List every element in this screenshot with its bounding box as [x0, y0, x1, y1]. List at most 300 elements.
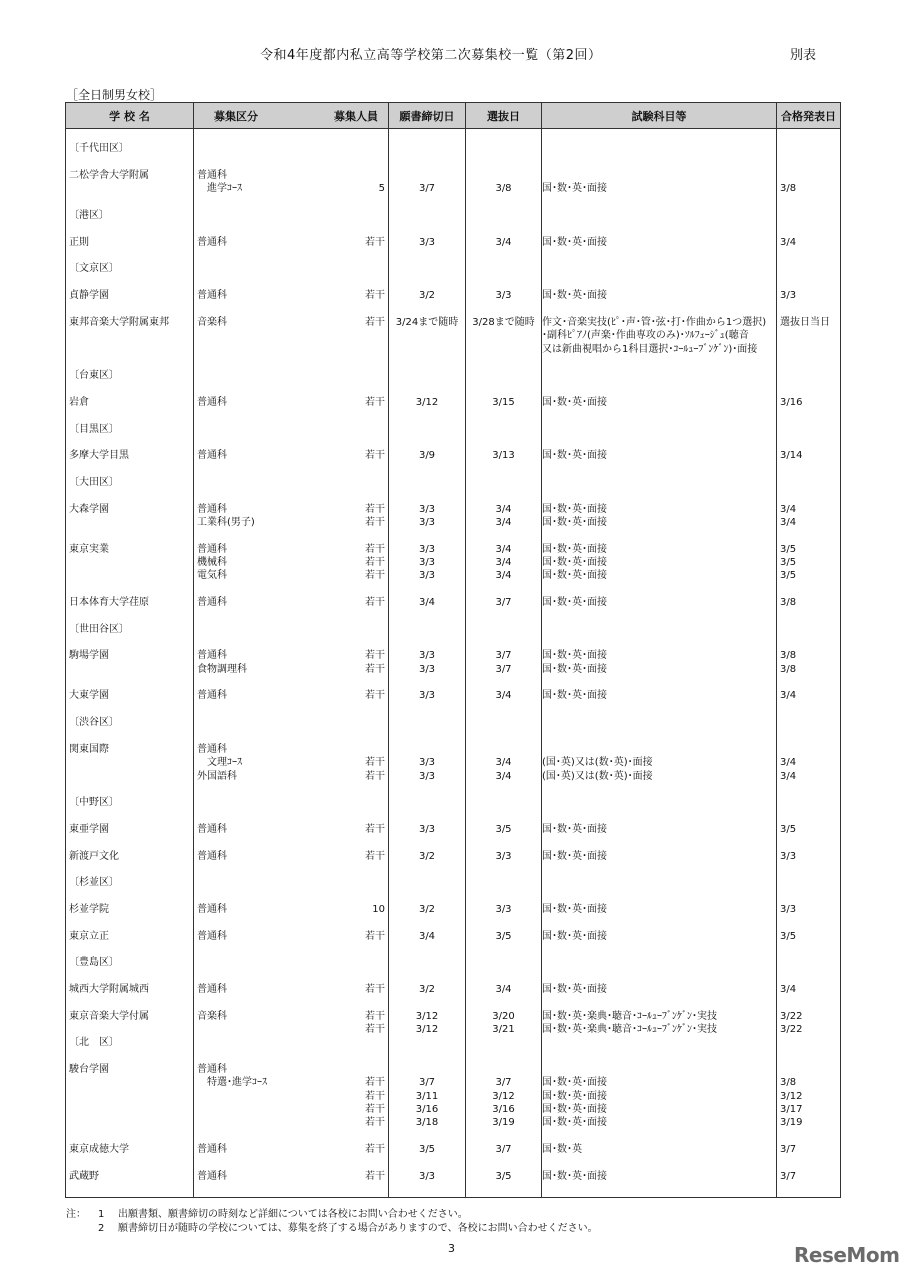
note-text: 願書締切日が随時の学校については、募集を終了する場合がありますので、各校にお問い合わせください。 — [118, 1223, 598, 1234]
subjects-cell: 又は新曲視唱から1科目選択･ｺｰﾙｭｰﾌﾞﾝｹﾞﾝ)･面接 — [542, 343, 777, 356]
kubun-text: 音楽科 — [197, 316, 227, 328]
subjects-cell — [542, 489, 777, 502]
result-date-cell — [777, 302, 841, 315]
exam-date-cell: 3/8 — [466, 182, 542, 195]
exam-date-cell — [466, 222, 542, 235]
deadline-cell — [389, 916, 466, 929]
exam-date-cell — [466, 583, 542, 596]
subjects-cell — [542, 836, 777, 849]
subjects-cell: 国･数･英･面接 — [542, 1103, 777, 1116]
subjects-cell — [542, 1063, 777, 1076]
table-row — [66, 343, 841, 356]
kubun-ninzu-cell — [194, 1183, 389, 1197]
subjects-cell — [542, 623, 777, 636]
deadline-cell — [389, 876, 466, 889]
deadline-cell: 3/12 — [389, 396, 466, 409]
table-row — [66, 209, 841, 222]
table-row — [66, 916, 841, 929]
exam-date-cell: 3/7 — [466, 663, 542, 676]
deadline-cell — [389, 1130, 466, 1143]
exam-date-cell — [466, 1130, 542, 1143]
table-row — [66, 476, 841, 489]
school-name-cell: 〔文京区〕 — [66, 262, 194, 275]
kubun-ninzu-cell — [194, 249, 389, 262]
subjects-cell — [542, 476, 777, 489]
school-name-cell: 日本体育大学荏原 — [66, 596, 194, 609]
kubun-ninzu-cell — [194, 463, 389, 476]
result-date-cell: 3/7 — [777, 1170, 841, 1183]
table-row — [66, 1170, 841, 1183]
subjects-cell: 国･数･英･面接 — [542, 1076, 777, 1089]
ninzu-text: 若干 — [365, 1090, 385, 1102]
kubun-ninzu-cell — [194, 850, 389, 863]
kubun-ninzu-cell — [194, 196, 389, 209]
exam-date-cell: 3/4 — [466, 770, 542, 783]
result-date-cell — [777, 409, 841, 422]
exam-date-cell — [466, 716, 542, 729]
school-name-cell — [66, 756, 194, 769]
table-row — [66, 970, 841, 983]
table-row — [66, 463, 841, 476]
exam-date-cell: 3/4 — [466, 756, 542, 769]
deadline-cell — [389, 810, 466, 823]
kubun-text: 文理ｺｰｽ — [197, 757, 242, 769]
table-row — [66, 276, 841, 289]
deadline-cell: 3/24まで随時 — [389, 316, 466, 329]
deadline-cell: 3/3 — [389, 543, 466, 556]
result-date-cell — [777, 463, 841, 476]
result-date-cell: 3/3 — [777, 903, 841, 916]
result-date-cell — [777, 489, 841, 502]
kubun-text: 普通科 — [197, 1170, 227, 1182]
school-name-cell — [66, 636, 194, 649]
exam-date-cell — [466, 623, 542, 636]
kubun-ninzu-cell — [194, 476, 389, 489]
deadline-cell — [389, 423, 466, 436]
subjects-cell: 国･数･英･面接 — [542, 516, 777, 529]
result-date-cell: 3/8 — [777, 182, 841, 195]
table-row — [66, 329, 841, 342]
subjects-cell — [542, 209, 777, 222]
kubun-ninzu-cell — [194, 423, 389, 436]
deadline-cell — [389, 863, 466, 876]
deadline-cell — [389, 836, 466, 849]
subjects-cell: 国･数･英･面接 — [542, 1116, 777, 1129]
school-name-cell: 武蔵野 — [66, 1170, 194, 1183]
kubun-text: 普通科 — [197, 543, 227, 555]
subjects-cell — [542, 676, 777, 689]
subjects-cell — [542, 716, 777, 729]
ninzu-text: 若干 — [365, 290, 385, 302]
kubun-ninzu-cell — [194, 930, 389, 943]
deadline-cell — [389, 222, 466, 235]
table-row — [66, 1036, 841, 1049]
ninzu-text: 若干 — [365, 316, 385, 328]
table-row — [66, 823, 841, 836]
deadline-cell: 3/3 — [389, 1170, 466, 1183]
subjects-cell: 国･数･英･面接 — [542, 850, 777, 863]
school-name-cell — [66, 996, 194, 1009]
school-name-cell — [66, 529, 194, 542]
table-row — [66, 556, 841, 569]
exam-date-cell — [466, 529, 542, 542]
table-row — [66, 716, 841, 729]
exam-date-cell — [466, 129, 542, 143]
subjects-cell: 国･数･英･面接 — [542, 182, 777, 195]
table-row — [66, 503, 841, 516]
ninzu-text: 若干 — [365, 823, 385, 835]
exam-date-cell: 3/4 — [466, 689, 542, 702]
subjects-cell — [542, 956, 777, 969]
result-date-cell — [777, 1130, 841, 1143]
kubun-ninzu-cell — [194, 1156, 389, 1169]
subjects-cell — [542, 743, 777, 756]
exam-date-cell — [466, 783, 542, 796]
school-name-cell — [66, 249, 194, 262]
result-date-cell: 3/5 — [777, 823, 841, 836]
result-date-cell — [777, 1156, 841, 1169]
kubun-ninzu-cell — [194, 1050, 389, 1063]
table-row — [66, 409, 841, 422]
school-name-cell: 関東国際 — [66, 743, 194, 756]
table-row — [66, 1063, 841, 1076]
kubun-text: 普通科 — [197, 1144, 227, 1156]
deadline-cell — [389, 329, 466, 342]
school-name-cell: 〔中野区〕 — [66, 796, 194, 809]
school-name-cell — [66, 409, 194, 422]
result-date-cell — [777, 876, 841, 889]
subjects-cell — [542, 436, 777, 449]
deadline-cell — [389, 276, 466, 289]
exam-date-cell — [466, 743, 542, 756]
exam-date-cell — [466, 196, 542, 209]
exam-date-cell — [466, 169, 542, 182]
table-row — [66, 943, 841, 956]
ninzu-text: 若干 — [365, 597, 385, 609]
deadline-cell — [389, 489, 466, 502]
exam-date-cell — [466, 703, 542, 716]
kubun-ninzu-cell — [194, 916, 389, 929]
exam-date-cell — [466, 876, 542, 889]
result-date-cell — [777, 436, 841, 449]
kubun-ninzu-cell — [194, 756, 389, 769]
deadline-cell — [389, 970, 466, 983]
kubun-text: 普通科 — [197, 743, 227, 755]
subjects-cell: 作文･音楽実技(ﾋﾟ･声･管･弦･打･作曲から1つ選択) — [542, 316, 777, 329]
deadline-cell — [389, 609, 466, 622]
kubun-ninzu-cell — [194, 1143, 389, 1156]
subjects-cell: 国･数･英･面接 — [542, 503, 777, 516]
school-name-cell — [66, 156, 194, 169]
table-row — [66, 703, 841, 716]
table-row — [66, 1010, 841, 1023]
result-date-cell — [777, 169, 841, 182]
school-name-cell: 東京成徳大学 — [66, 1143, 194, 1156]
exam-date-cell — [466, 156, 542, 169]
result-date-cell: 3/12 — [777, 1090, 841, 1103]
result-date-cell: 3/8 — [777, 1076, 841, 1089]
exam-date-cell — [466, 1036, 542, 1049]
table-row — [66, 810, 841, 823]
result-date-cell — [777, 476, 841, 489]
kubun-ninzu-cell — [194, 316, 389, 329]
kubun-text: 普通科 — [197, 503, 227, 515]
exam-date-cell — [466, 729, 542, 742]
note-number: 2 — [98, 1223, 105, 1234]
kubun-ninzu-cell — [194, 1103, 389, 1116]
result-date-cell — [777, 970, 841, 983]
result-date-cell — [777, 943, 841, 956]
deadline-cell: 3/3 — [389, 556, 466, 569]
subjects-cell: 国･数･英･面接 — [542, 903, 777, 916]
exam-date-cell: 3/4 — [466, 569, 542, 582]
result-date-cell — [777, 729, 841, 742]
ninzu-text: 若干 — [365, 516, 385, 528]
subjects-cell — [542, 156, 777, 169]
result-date-cell — [777, 356, 841, 369]
school-name-cell — [66, 516, 194, 529]
kubun-ninzu-cell — [194, 596, 389, 609]
subjects-cell: 国･数･英･面接 — [542, 289, 777, 302]
school-name-cell — [66, 609, 194, 622]
ninzu-text: 若干 — [365, 984, 385, 995]
school-name-cell: 〔大田区〕 — [66, 476, 194, 489]
school-name-cell — [66, 329, 194, 342]
ninzu-text: 若干 — [365, 543, 385, 555]
school-name-cell: 〔台東区〕 — [66, 369, 194, 382]
note-number: 1 — [98, 1209, 105, 1220]
subjects-cell — [542, 583, 777, 596]
kubun-ninzu-cell — [194, 996, 389, 1009]
result-date-cell: 3/4 — [777, 689, 841, 702]
table-row — [66, 383, 841, 396]
exam-date-cell: 3/4 — [466, 556, 542, 569]
kubun-ninzu-cell — [194, 716, 389, 729]
subjects-cell — [542, 369, 777, 382]
deadline-cell — [389, 676, 466, 689]
subjects-cell: 国･数･英･面接 — [542, 983, 777, 996]
table-row — [66, 863, 841, 876]
table-row — [66, 756, 841, 769]
school-name-cell: 東邦音楽大学附属東邦 — [66, 316, 194, 329]
school-name-cell: 〔目黒区〕 — [66, 423, 194, 436]
result-date-cell — [777, 529, 841, 542]
deadline-cell: 3/9 — [389, 449, 466, 462]
kubun-ninzu-cell — [194, 449, 389, 462]
exam-date-cell: 3/28まで随時 — [466, 316, 542, 329]
table-row — [66, 1183, 841, 1197]
table-row — [66, 676, 841, 689]
result-date-cell: 3/3 — [777, 850, 841, 863]
exam-date-cell — [466, 863, 542, 876]
result-date-cell — [777, 703, 841, 716]
subjects-cell — [542, 529, 777, 542]
result-date-cell: 3/7 — [777, 1143, 841, 1156]
kubun-ninzu-cell — [194, 970, 389, 983]
kubun-ninzu-cell — [194, 356, 389, 369]
deadline-cell: 3/2 — [389, 903, 466, 916]
table-row — [66, 449, 841, 462]
table-row — [66, 890, 841, 903]
school-name-cell — [66, 463, 194, 476]
kubun-ninzu-cell — [194, 383, 389, 396]
ninzu-text: 若干 — [365, 503, 385, 515]
deadline-cell: 3/16 — [389, 1103, 466, 1116]
exam-date-cell — [466, 636, 542, 649]
subjects-cell — [542, 302, 777, 315]
table-row — [66, 1143, 841, 1156]
kubun-ninzu-cell — [194, 649, 389, 662]
ninzu-text: 若干 — [365, 236, 385, 248]
deadline-cell — [389, 1036, 466, 1049]
result-date-cell — [777, 716, 841, 729]
subjects-cell — [542, 996, 777, 1009]
result-date-cell — [777, 156, 841, 169]
deadline-cell — [389, 943, 466, 956]
notes — [66, 1208, 598, 1236]
subjects-cell — [542, 876, 777, 889]
kubun-text: 音楽科 — [197, 1010, 227, 1022]
subjects-cell — [542, 1156, 777, 1169]
school-name-cell: 大森学園 — [66, 503, 194, 516]
result-date-cell: 3/4 — [777, 516, 841, 529]
subjects-cell: 国･数･英･面接 — [542, 236, 777, 249]
deadline-cell: 3/3 — [389, 503, 466, 516]
kubun-ninzu-cell — [194, 943, 389, 956]
kubun-ninzu-cell — [194, 636, 389, 649]
exam-date-cell — [466, 1156, 542, 1169]
subjects-cell: (国･英)又は(数･英)･面接 — [542, 756, 777, 769]
subjects-cell: 国･数･英･楽典･聴音･ｺｰﾙｭｰﾌﾞﾝｹﾞﾝ･実技 — [542, 1010, 777, 1023]
school-name-cell — [66, 1116, 194, 1129]
kubun-ninzu-cell — [194, 209, 389, 222]
subjects-cell: 国･数･英･面接 — [542, 396, 777, 409]
table-row — [66, 663, 841, 676]
exam-date-cell — [466, 916, 542, 929]
deadline-cell — [389, 302, 466, 315]
result-date-cell: 3/4 — [777, 756, 841, 769]
result-date-cell: 3/19 — [777, 1116, 841, 1129]
subjects-cell — [542, 169, 777, 182]
deadline-cell — [389, 356, 466, 369]
ninzu-text: 若干 — [365, 770, 385, 782]
kubun-ninzu-cell — [194, 1036, 389, 1049]
kubun-ninzu-cell — [194, 543, 389, 556]
table-row — [66, 783, 841, 796]
exam-date-cell: 3/16 — [466, 1103, 542, 1116]
subjects-cell — [542, 142, 777, 155]
exam-date-cell: 3/4 — [466, 516, 542, 529]
ninzu-text: 若干 — [365, 690, 385, 702]
exam-date-cell: 3/4 — [466, 543, 542, 556]
school-name-cell — [66, 356, 194, 369]
table-row — [66, 196, 841, 209]
subjects-cell — [542, 810, 777, 823]
deadline-cell — [389, 129, 466, 143]
school-name-cell: 杉並学院 — [66, 903, 194, 916]
subjects-cell: 国･数･英･面接 — [542, 663, 777, 676]
notes-label: 注： — [66, 1209, 86, 1220]
subjects-cell — [542, 463, 777, 476]
school-name-cell — [66, 770, 194, 783]
exam-date-cell — [466, 489, 542, 502]
school-name-cell — [66, 556, 194, 569]
table-row — [66, 489, 841, 502]
subjects-cell — [542, 890, 777, 903]
exam-date-cell: 3/3 — [466, 289, 542, 302]
table-row — [66, 743, 841, 756]
school-name-cell — [66, 890, 194, 903]
kubun-ninzu-cell — [194, 1076, 389, 1089]
subjects-cell: ･副科ﾋﾟｱﾉ(声楽･作曲専攻のみ)･ｿﾙﾌｪｰｼﾞｭ(聴音 — [542, 329, 777, 342]
deadline-cell: 3/3 — [389, 236, 466, 249]
kubun-ninzu-cell — [194, 129, 389, 143]
exam-date-cell — [466, 276, 542, 289]
kubun-text: 普通科 — [197, 690, 227, 702]
result-date-cell — [777, 810, 841, 823]
result-date-cell: 選抜日当日 — [777, 316, 841, 329]
deadline-cell: 3/3 — [389, 663, 466, 676]
kubun-text: 外国語科 — [197, 770, 237, 782]
deadline-cell: 3/12 — [389, 1023, 466, 1036]
kubun-ninzu-cell — [194, 770, 389, 783]
kubun-text: 特選･進学ｺｰｽ — [197, 1077, 267, 1089]
exam-date-cell — [466, 1050, 542, 1063]
subjects-cell — [542, 423, 777, 436]
kubun-text: 工業科(男子) — [197, 516, 255, 528]
table-row — [66, 236, 841, 249]
subjects-cell: 国･数･英･面接 — [542, 543, 777, 556]
subjects-cell — [542, 1130, 777, 1143]
deadline-cell — [389, 729, 466, 742]
resemom-logo: ReseMom — [794, 1243, 900, 1267]
table-row — [66, 596, 841, 609]
school-name-cell — [66, 489, 194, 502]
subjects-cell — [542, 356, 777, 369]
subjects-cell — [542, 609, 777, 622]
school-name-cell — [66, 1076, 194, 1089]
note-item — [66, 1208, 598, 1222]
kubun-ninzu-cell — [194, 142, 389, 155]
kubun-ninzu-cell — [194, 783, 389, 796]
kubun-ninzu-cell — [194, 369, 389, 382]
kubun-ninzu-cell — [194, 609, 389, 622]
school-name-cell — [66, 1050, 194, 1063]
subjects-cell: 国･数･英･面接 — [542, 596, 777, 609]
col-header-exam-date: 選抜日 — [466, 103, 542, 129]
kubun-ninzu-cell — [194, 236, 389, 249]
school-name-cell — [66, 383, 194, 396]
exam-date-cell: 3/4 — [466, 983, 542, 996]
result-date-cell — [777, 996, 841, 1009]
school-name-cell — [66, 276, 194, 289]
exam-date-cell: 3/5 — [466, 1170, 542, 1183]
table-row — [66, 903, 841, 916]
kubun-ninzu-cell — [194, 569, 389, 582]
subjects-cell: 国･数･英 — [542, 1143, 777, 1156]
ninzu-text: 若干 — [365, 557, 385, 568]
school-name-cell — [66, 583, 194, 596]
school-name-cell — [66, 729, 194, 742]
subjects-cell: 国･数･英･面接 — [542, 689, 777, 702]
table-row — [66, 356, 841, 369]
deadline-cell — [389, 703, 466, 716]
school-name-cell: 〔千代田区〕 — [66, 142, 194, 155]
school-name-cell: 岩倉 — [66, 396, 194, 409]
subjects-cell — [542, 383, 777, 396]
kubun-text: 普通科 — [197, 236, 227, 248]
school-name-cell — [66, 182, 194, 195]
